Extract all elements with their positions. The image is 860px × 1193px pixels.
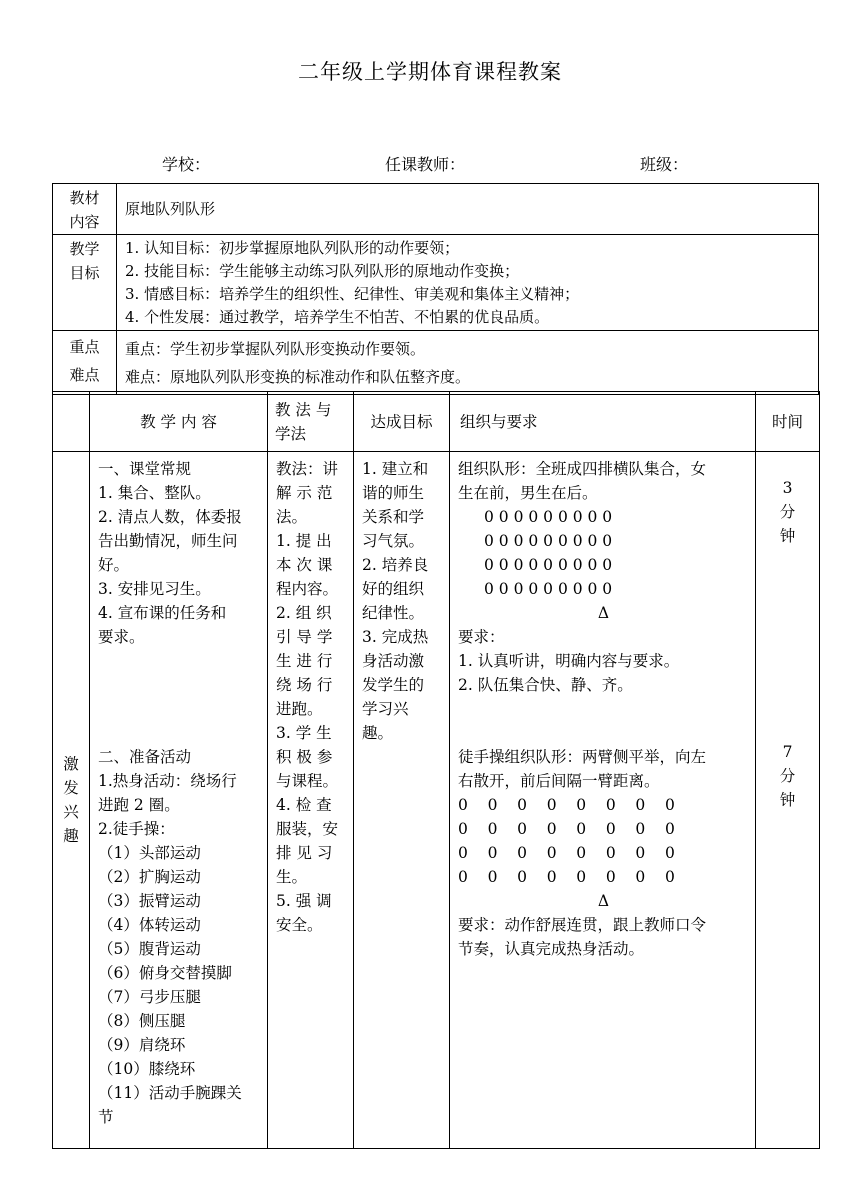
content-line: 1. 集合、整队。 (98, 484, 211, 502)
school-label: 学校： (162, 155, 211, 174)
content-line: 要求。 (98, 628, 145, 646)
material-label-line: 内容 (69, 213, 100, 231)
content-line: 2. 清点人数，体委报 (98, 508, 242, 526)
key-label (53, 331, 117, 395)
method-line: 进跑。 (276, 700, 323, 718)
stage-char: 发 (63, 779, 79, 797)
overview-table (52, 183, 819, 395)
content-line: （3）振臂运动 (98, 892, 201, 910)
key-points (117, 331, 819, 395)
org-line: 生在前，男生在后。 (458, 484, 598, 502)
method-line: 教法：讲 (276, 460, 339, 478)
content-line: （4）体转运动 (98, 916, 201, 934)
goal-line: 关系和学 (362, 508, 425, 526)
goal-line: 2. 培养良 (362, 556, 429, 574)
org-line: 2. 队伍集合快、静、齐。 (458, 676, 633, 694)
method-line: 法。 (276, 508, 308, 526)
time-unit: 分 (779, 767, 796, 785)
content-line: 二、准备活动 (98, 748, 192, 766)
content-line: 好。 (98, 556, 130, 574)
goal-line: 1. 建立和 (362, 460, 429, 478)
goal-item: 2. 技能目标：学生能够主动练习队列队形的原地动作变换； (125, 262, 520, 280)
method-line: 5. 强 调 (276, 892, 332, 910)
method-line: 引 导 学 (276, 628, 333, 646)
key-row (53, 331, 819, 395)
org-line: 组织队形：全班成四排横队集合，女 (458, 460, 707, 478)
formation-row: 0 0 0 0 0 0 0 0 (458, 844, 675, 862)
org-line: 要求： (458, 628, 505, 646)
teacher-label: 任课教师： (385, 155, 466, 174)
lesson-table (52, 391, 820, 1149)
teacher-marker: Δ (597, 604, 610, 622)
material-value: 原地队列队形 (117, 184, 819, 235)
material-label-line: 教材 (69, 189, 100, 207)
content-line: 1.热身活动：绕场行 (98, 772, 237, 790)
goal-line: 身活动激 (362, 652, 425, 670)
stage-cell (53, 452, 90, 1149)
time-header: 时间 (756, 392, 820, 452)
content-line: （2）扩胸运动 (98, 868, 201, 886)
stage-char: 激 (63, 755, 79, 773)
goals-label (53, 235, 117, 331)
key-label-line: 难点 (69, 366, 100, 384)
content-line: （8）侧压腿 (98, 1012, 186, 1030)
method-header-line: 教 法 与 (275, 400, 332, 419)
content-line: （5）腹背运动 (98, 940, 201, 958)
method-cell (268, 452, 354, 1149)
header-row (53, 392, 820, 452)
formation-row: 0 0 0 0 0 0 0 0 0 (484, 532, 613, 550)
formation-row: 0 0 0 0 0 0 0 0 (458, 868, 675, 886)
goal-cell (354, 452, 450, 1149)
content-line: 3. 安排见习生。 (98, 580, 211, 598)
time-unit: 分 (779, 503, 796, 521)
formation-row: 0 0 0 0 0 0 0 0 0 (484, 580, 613, 598)
goal-line: 发学生的 (362, 676, 425, 694)
method-line: 安全。 (276, 916, 323, 934)
content-line: （1）头部运动 (98, 844, 201, 862)
goal-line: 学习兴 (362, 700, 409, 718)
goals-row (53, 235, 819, 331)
method-line: 服装，安 (276, 820, 339, 838)
content-line: （7）弓步压腿 (98, 988, 201, 1006)
content-header: 教 学 内 容 (90, 392, 268, 452)
method-line: 2. 组 织 (276, 604, 332, 622)
content-line: （10）膝绕环 (98, 1060, 196, 1078)
content-line: 告出勤情况，师生问 (98, 532, 238, 550)
time-value: 7 (782, 743, 793, 761)
org-line: 右散开，前后间隔一臂距离。 (458, 772, 660, 790)
goal-line: 3. 完成热 (362, 628, 429, 646)
content-line: （11）活动手腕踝关 (98, 1084, 242, 1102)
goal-header: 达成目标 (354, 392, 450, 452)
time-unit: 钟 (779, 527, 796, 545)
lesson-row (53, 452, 820, 1149)
formation-row: 0 0 0 0 0 0 0 0 0 (484, 508, 613, 526)
key-label-line: 重点 (69, 338, 100, 356)
formation-row: 0 0 0 0 0 0 0 0 (458, 796, 675, 814)
goal-line: 谐的师生 (362, 484, 425, 502)
teacher-marker: Δ (597, 892, 610, 910)
goal-line: 好的组织 (362, 580, 425, 598)
goals-label-line: 教学 (69, 240, 100, 258)
formation-row: 0 0 0 0 0 0 0 0 0 (484, 556, 613, 574)
org-line: 徒手操组织队形：两臂侧平举，向左 (458, 748, 707, 766)
stage-char: 趣 (63, 827, 79, 845)
material-row (53, 184, 819, 235)
time-value: 3 (782, 479, 793, 497)
goal-item: 1. 认知目标：初步掌握原地队列队形的动作要领； (125, 239, 460, 257)
org-line: 节奏，认真完成热身活动。 (458, 940, 645, 958)
time-cell (756, 452, 820, 1149)
method-line: 3. 学 生 (276, 724, 332, 742)
method-header (268, 392, 354, 452)
org-line: 1. 认真听讲，明确内容与要求。 (458, 652, 680, 670)
method-line: 4. 检 查 (276, 796, 332, 814)
goal-item: 4. 个性发展：通过教学，培养学生不怕苦、不怕累的优良品质。 (125, 308, 550, 326)
key-point: 重点：学生初步掌握队列队形变换动作要领。 (125, 340, 426, 358)
goal-line: 趣。 (362, 724, 394, 742)
method-line: 本 次 课 (276, 556, 333, 574)
stage-char: 兴 (63, 803, 79, 821)
difficulty-point: 难点：原地队列队形变换的标准动作和队伍整齐度。 (125, 368, 471, 386)
document-title: 二年级上学期体育课程教案 (298, 60, 562, 84)
goal-line: 纪律性。 (362, 604, 425, 622)
goal-line: 习气氛。 (362, 532, 425, 550)
goals-list (117, 235, 819, 331)
stage-header (53, 392, 90, 452)
method-header-line: 学法 (275, 424, 307, 443)
method-line: 程内容。 (276, 580, 339, 598)
class-label: 班级： (640, 155, 689, 174)
time-unit: 钟 (779, 791, 796, 809)
content-line: （6）俯身交替摸脚 (98, 964, 232, 982)
goal-item: 3. 情感目标：培养学生的组织性、纪律性、审美观和集体主义精神； (125, 285, 580, 303)
formation-row: 0 0 0 0 0 0 0 0 (458, 820, 675, 838)
material-label (53, 184, 117, 235)
content-cell (90, 452, 268, 1149)
method-line: 排 见 习 (276, 844, 333, 862)
method-line: 绕 场 行 (276, 676, 333, 694)
method-line: 与课程。 (276, 772, 339, 790)
org-line: 要求：动作舒展连贯，跟上教师口令 (458, 916, 707, 934)
method-line: 1. 提 出 (276, 532, 332, 550)
content-line: （9）肩绕环 (98, 1036, 186, 1054)
content-line: 进跑 2 圈。 (98, 796, 180, 814)
org-cell (450, 452, 756, 1149)
content-line: 4. 宣布课的任务和 (98, 604, 227, 622)
org-header: 组织与要求 (450, 392, 756, 452)
content-line: 一、课堂常规 (98, 460, 192, 478)
method-line: 解 示 范 (276, 484, 333, 502)
content-line: 节 (98, 1108, 114, 1126)
method-line: 生。 (276, 868, 308, 886)
method-line: 积 极 参 (276, 748, 333, 766)
method-line: 生 进 行 (276, 652, 333, 670)
content-line: 2.徒手操： (98, 820, 175, 838)
goals-label-line: 目标 (69, 264, 100, 282)
